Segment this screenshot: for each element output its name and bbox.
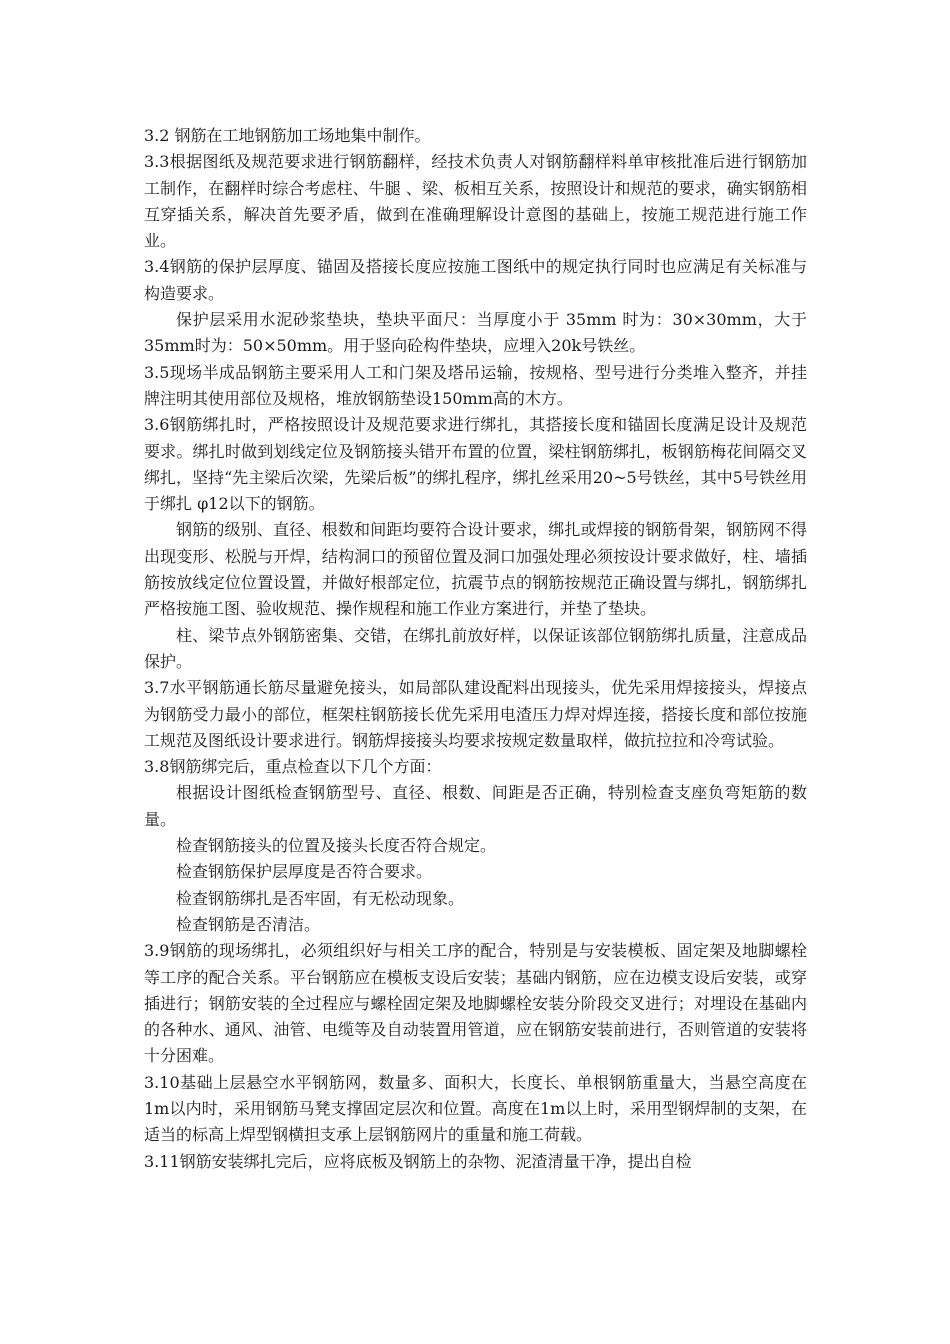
paragraph-3-2: 3.2 钢筋在工地钢筋加工场地集中制作。 (144, 126, 431, 145)
paragraph-3-9: 3.9钢筋的现场绑扎，必须组织好与相关工序的配合，特别是与安装模板、固定架及地脚螺栓等工序的配合关系。平台钢筋应在模板支设后安装；基础内钢筋，应在边模支设后安装，或穿插进行；钢筋安装的全过程应与螺栓固定架及地脚螺栓安装分阶段交叉进行；对埋设在基础内的各种水、通风、油管、电缆等及自动装置用管道，应在钢筋安装前进行，否则管道的安装将十分困难。 (144, 941, 807, 1066)
check-item-cover: 检查钢筋保护层厚度是否符合要求。 (176, 862, 433, 882)
paragraph-3-3: 3.3根据图纸及规范要求进行钢筋翻样，经技术负责人对钢筋翻样料单审核批准后进行钢筋加工制作，在翻样时综合考虑柱、牛腿 、梁、板相互关系，按照设计和规范的要求，确实钢筋相互穿插关系，解决首先要矛盾，做到在准确理解设计意图的基础上，按施工规范进行施工作业。 (144, 152, 807, 251)
check-item-joints: 检查钢筋接头的位置及接头长度否符合规定。 (176, 836, 497, 856)
paragraph-cover-block: 保护层采用水泥砂浆垫块，垫块平面尺：当厚度小于 35mm 时为：30×30mm，大于35mm时为：50×50mm。用于竖向砼构件垫块，应埋入20k号铁丝。 (144, 310, 807, 356)
paragraph-3-4: 3.4钢筋的保护层厚度、锚固及搭接长度应按施工图纸中的规定执行同时也应满足有关标准与构造要求。 (144, 257, 807, 303)
check-item-clean: 检查钢筋是否清洁。 (176, 914, 321, 934)
check-item-binding: 检查钢筋绑扎是否牢固，有无松动现象。 (176, 888, 465, 908)
paragraph-3-10: 3.10基础上层悬空水平钢筋网，数量多、面积大，长度长、单根钢筋重量大，当悬空高度在1m以内时，采用钢筋马凳支撑固定层次和位置。高度在1m以上时，采用型钢焊制的支架，在适当的标高上焊型钢横担支承上层钢筋网片的重量和施工荷载。 (144, 1072, 807, 1145)
paragraph-rebar-grade: 钢筋的级别、直径、根数和间距均要符合设计要求，绑扎或焊接的钢筋骨架，钢筋网不得出现变形、松脱与开焊，结构洞口的预留位置及洞口加强处理必须按设计要求做好，柱、墙插筋按放线定位位置设置，并做好根部定位，抗震节点的钢筋按规范正确设置与绑扎，钢筋绑扎严格按施工图、验收规范、操作规程和施工作业方案进行，并垫了垫块。 (144, 520, 807, 619)
paragraph-3-7: 3.7水平钢筋通长筋尽量避免接头，如局部队建设配料出现接头，优先采用焊接接头，焊接点为钢筋受力最小的部位，框架柱钢筋接长优先采用电渣压力焊对焊连接，搭接长度和部位按施工规范及图纸设计要求进行。钢筋焊接接头均要求按规定数量取样，做抗拉拉和冷弯试验。 (144, 678, 807, 750)
paragraph-3-11: 3.11钢筋安装绑扎完后，应将底板及钢筋上的杂物、泥渣清量干净，提出自检 (144, 1151, 692, 1171)
paragraph-3-8: 3.8钢筋绑完后，重点检查以下几个方面： (144, 757, 442, 777)
paragraph-3-5: 3.5现场半成品钢筋主要采用人工和门架及塔吊运输，按规格、型号进行分类堆入整齐，并挂牌注明其使用部位及规格，堆放钢筋垫设150mm高的木方。 (144, 362, 807, 408)
paragraph-3-6: 3.6钢筋绑扎时，严格按照设计及规范要求进行绑扎，其搭接长度和锚固长度满足设计及规范要求。绑扎时做到划线定位及钢筋接头错开布置的位置，梁柱钢筋绑扎，板钢筋梅花间隔交叉绑扎，坚持“先主梁后次梁，先梁后板”的绑扎程序，绑扎丝采用20~5号铁丝，其中5号铁丝用于绑扎 φ12以下的钢筋。 (144, 415, 807, 514)
check-item-drawings: 根据设计图纸检查钢筋型号、直径、根数、间距是否正确，特别检查支座负弯矩筋的数量。 (144, 783, 807, 829)
paragraph-beam-column-node: 柱、梁节点外钢筋密集、交错，在绑扎前放好样，以保证该部位钢筋绑扎质量，注意成品保护。 (144, 625, 807, 671)
document-body (144, 123, 807, 1175)
